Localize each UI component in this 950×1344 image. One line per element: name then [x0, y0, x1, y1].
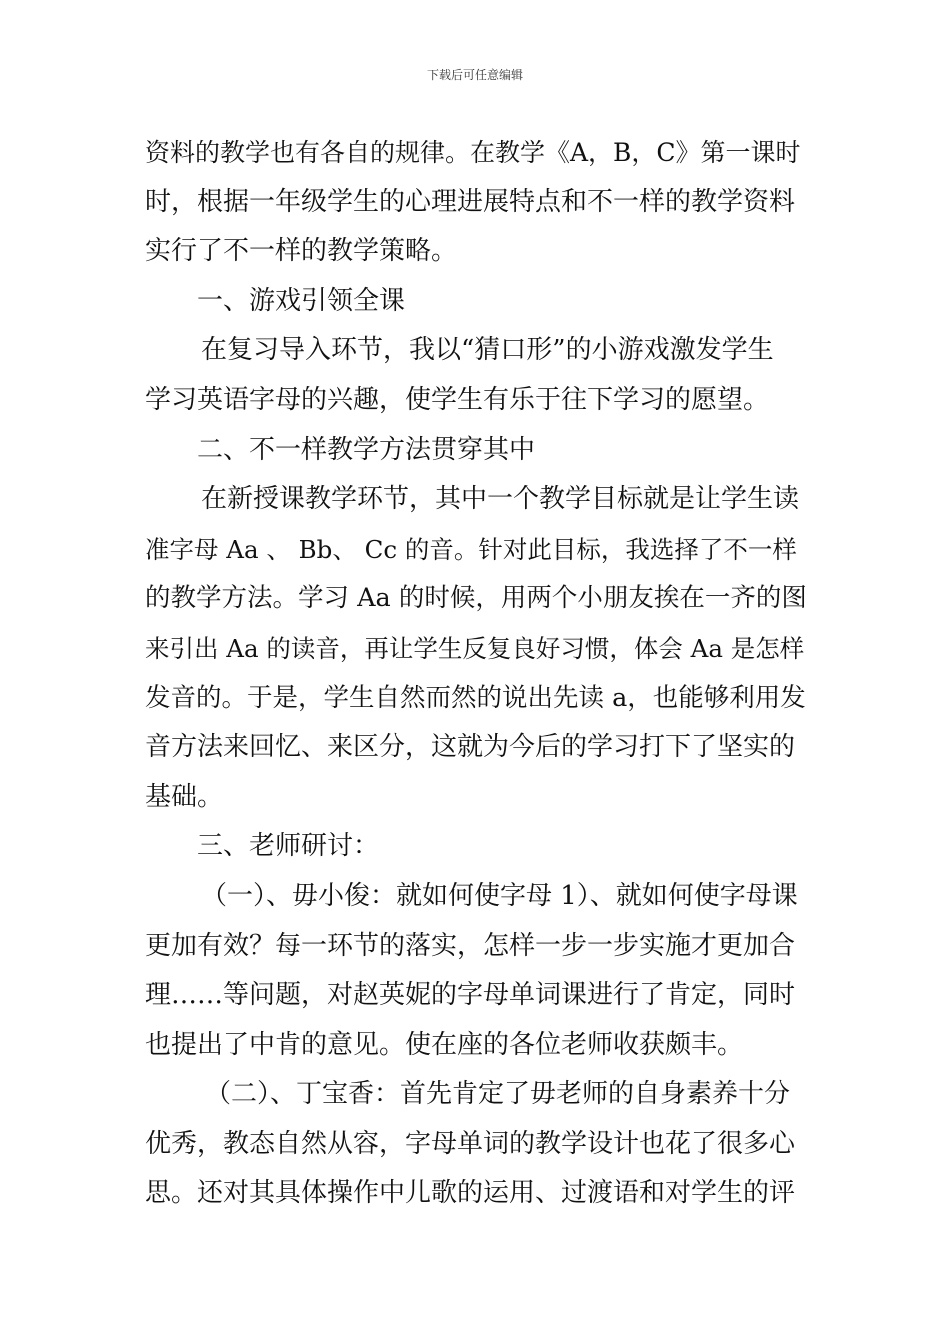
body-line: 准字母 Aa 、 Bb、 Cc 的音。针对此目标，我选择了不一样: [145, 534, 797, 564]
section-heading: 一、游戏引领全课: [197, 285, 406, 316]
body-line: 理……等问题，对赵英妮的字母单词课进行了肯定，同时: [145, 980, 796, 1011]
body-line: 在复习导入环节，我以“猜口形”的小游戏激发学生: [201, 335, 774, 366]
body-line: 在新授课教学环节，其中一个教学目标就是让学生读: [201, 484, 800, 515]
body-line: （一）、毋小俊：就如何使字母 1）、就如何使字母课: [201, 880, 798, 911]
body-line: 思。还对其具体操作中儿歌的运用、过渡语和对学生的评: [145, 1178, 796, 1209]
body-line: （二）、丁宝香：首先肯定了毋老师的自身素养十分: [205, 1079, 791, 1110]
body-line: 实行了不一样的教学策略。: [145, 236, 458, 267]
section-heading: 二、不一样教学方法贯穿其中: [197, 434, 536, 465]
body-line: 资料的教学也有各自的规律。在教学《A，B，C》第一课时: [145, 138, 801, 167]
body-line: 也提出了中肯的意见。使在座的各位老师收获颇丰。: [145, 1029, 744, 1060]
body-line: 更加有效？每一环节的落实，怎样一步一步实施才更加合: [145, 930, 796, 961]
body-line: 的教学方法。学习 Aa 的时候，用两个小朋友挨在一齐的图: [145, 583, 807, 614]
body-line: 时，根据一年级学生的心理进展特点和不一样的教学资料: [145, 186, 796, 217]
document-body: [145, 128, 809, 1219]
page-header: 下载后可任意编辑: [426, 68, 523, 82]
body-line: 优秀，教态自然从容，字母单词的教学设计也花了很多心: [145, 1128, 796, 1159]
body-line: 音方法来回忆、来区分，这就为今后的学习打下了坚实的: [145, 732, 796, 763]
body-line: 基础。: [145, 781, 224, 812]
body-line: 来引出 Aa 的读音，再让学生反复良好习惯，体会 Aa 是怎样: [145, 633, 805, 663]
body-line: 发音的。于是，学生自然而然的说出先读 a，也能够利用发: [145, 682, 806, 713]
body-line: 学习英语字母的兴趣，使学生有乐于往下学习的愿望。: [145, 384, 770, 415]
section-heading: 三、老师研讨：: [197, 831, 380, 862]
